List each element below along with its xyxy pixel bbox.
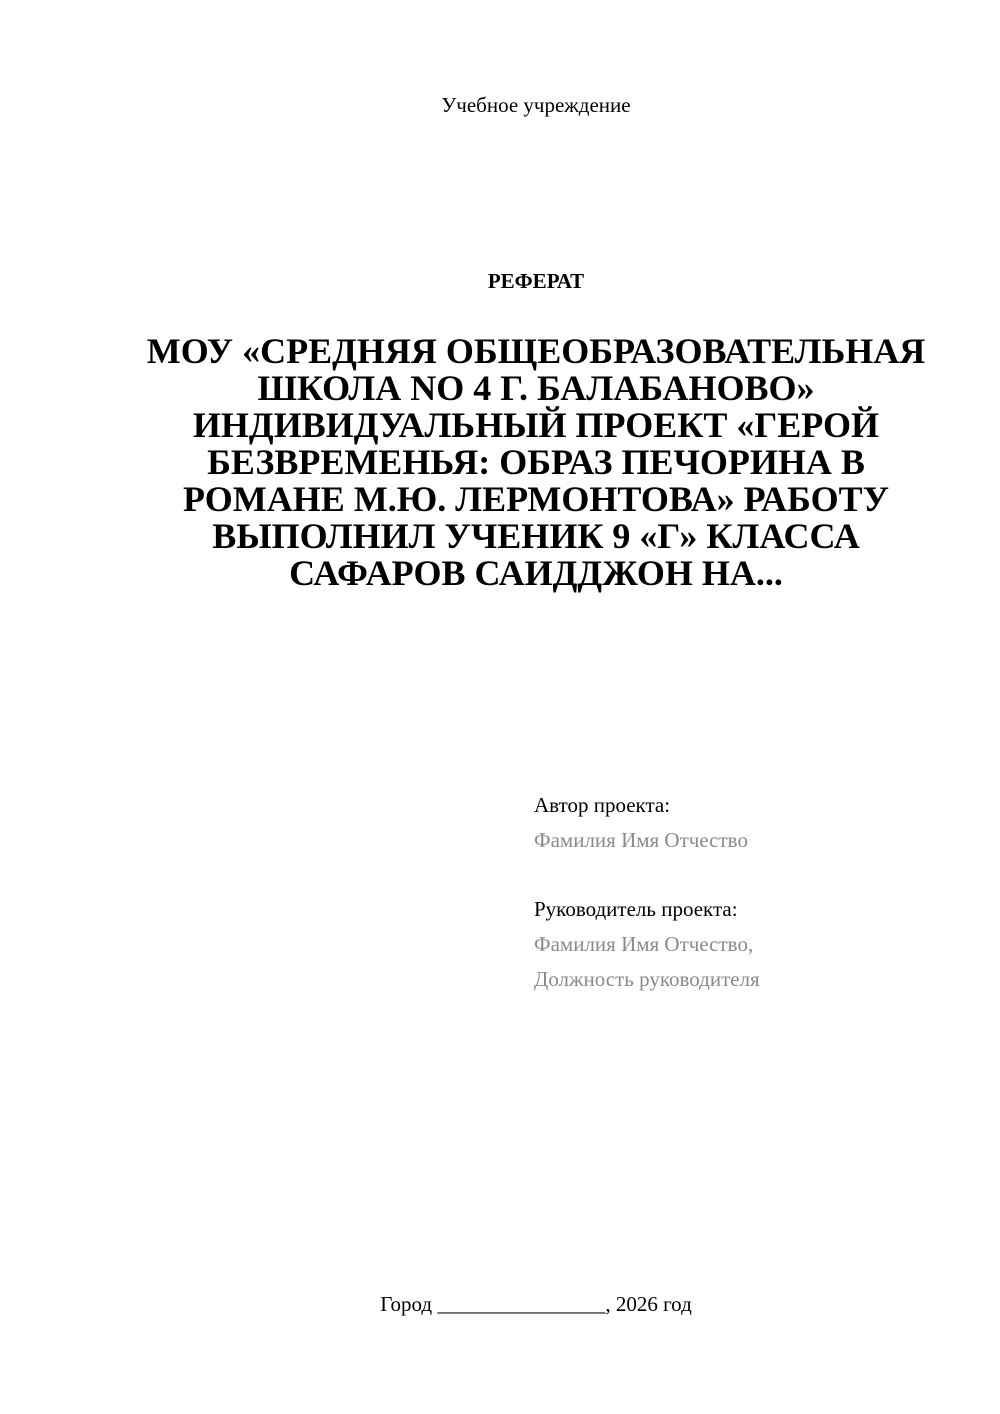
institution-name: Учебное учреждение <box>441 93 631 117</box>
author-name: Фамилия Имя Отчество <box>534 828 748 852</box>
supervisor-name: Фамилия Имя Отчество, <box>534 932 754 956</box>
supervisor-position: Должность руководителя <box>534 967 760 991</box>
document-title: МОУ «СРЕДНЯЯ ОБЩЕОБРАЗОВАТЕЛЬНАЯ ШКОЛА NO 4 Г. БАЛАБАНОВО» ИНДИВИДУАЛЬНЫЙ ПРОЕКТ «ГЕРОЙ БЕЗВРЕМЕНЬЯ: ОБРАЗ ПЕЧОРИНА В РОМАНЕ М.Ю. ЛЕРМОНТОВА» РАБОТУ ВЫПОЛНИЛ УЧЕНИК 9 «Г» КЛАССА САФАРОВ САИДДЖОН НА... <box>146 331 926 593</box>
author-label: Автор проекта: <box>534 793 671 817</box>
project-credits <box>534 788 954 997</box>
credits-spacer <box>534 858 954 892</box>
supervisor-label: Руководитель проекта: <box>534 897 738 921</box>
document-type: РЕФЕРАТ <box>487 269 585 293</box>
city-year-line: Город ________________, 2026 год <box>380 1292 692 1316</box>
